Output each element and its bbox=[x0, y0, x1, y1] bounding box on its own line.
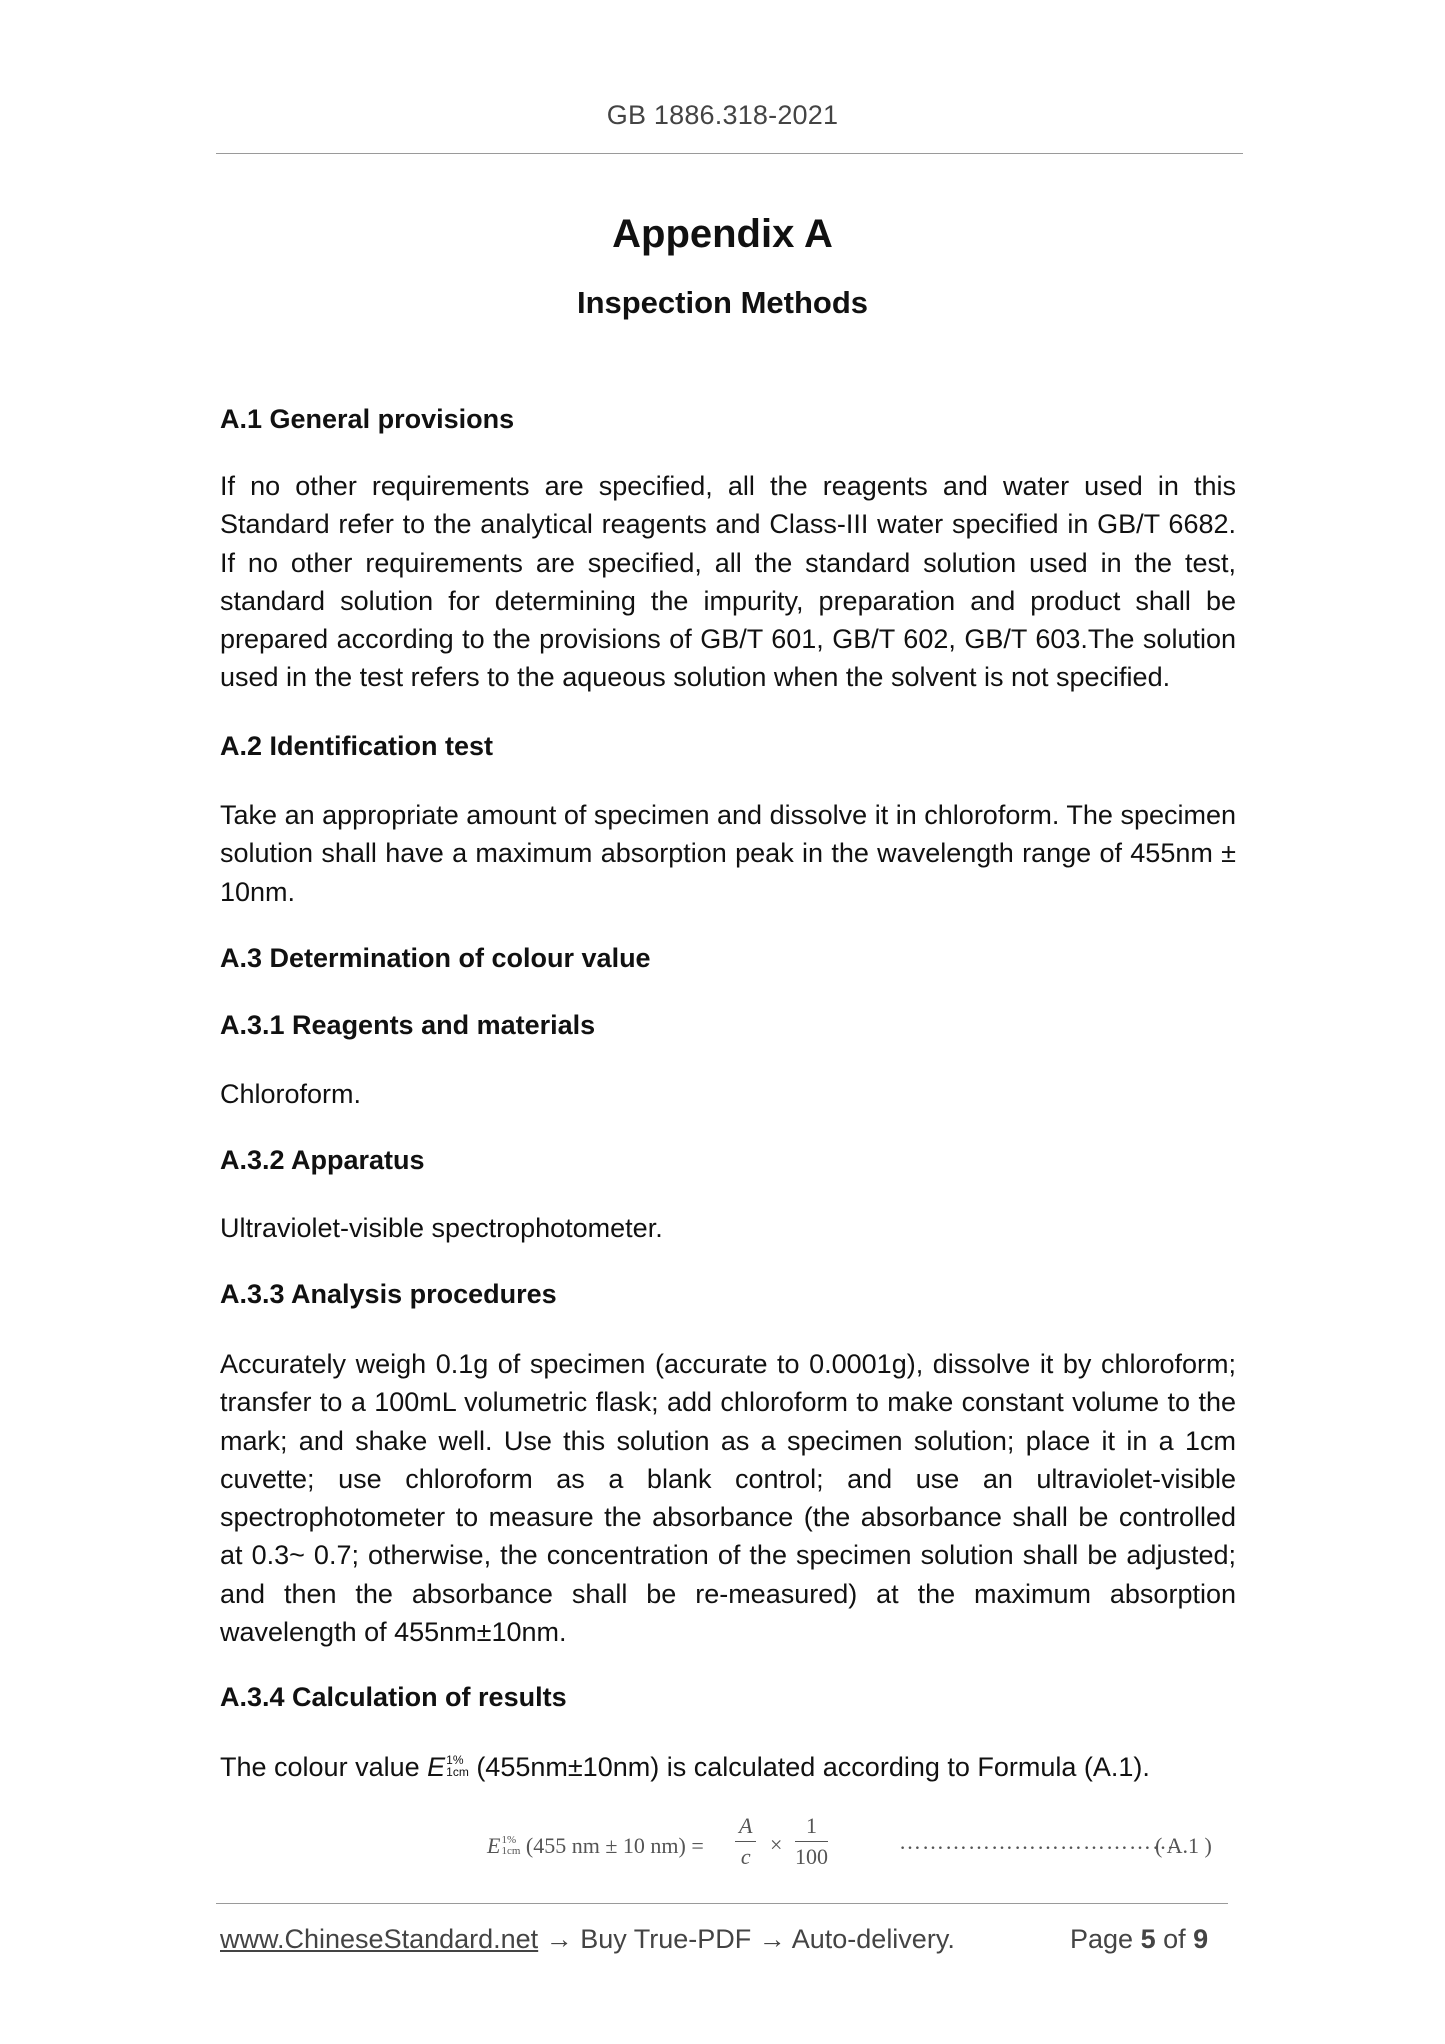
section-a3-heading: A.3 Determination of colour value bbox=[220, 943, 651, 973]
a34-text-before: The colour value bbox=[220, 1752, 428, 1782]
section-a1-text: If no other requirements are specified, all the reagents and water used in this Standard refer to the analytical reagents and Class-III water specified in GB/T 6682. If no other requirements are specified, all the standard solution used in the test, standard solution for determining the impurity, preparation and product shall be prepared according to the provisions of GB/T 601, GB/T 602, GB/T 603.The solution used in the test refers to the aqueous solution when the solvent is not specified. bbox=[220, 471, 1236, 693]
formula-lhs-argument: (455 nm ± 10 nm) = bbox=[525, 1833, 704, 1858]
symbol-superscript: 1% bbox=[446, 1752, 464, 1767]
section-a31-heading: A.3.1 Reagents and materials bbox=[220, 1010, 596, 1040]
section-a33-text: Accurately weigh 0.1g of specimen (accurate to 0.0001g), dissolve it by chloroform; transfer to a 100mL volumetric flask; add chloroform to make constant volume to the mark; and shake well. Use this solution as a specimen solution; place it in a 1cm cuvette; use chloroform as a blank control; and use an ultraviolet-visible spectrophotometer to measure the absorbance (the absorbance shall be controlled at 0.3~ 0.7; otherwise, the concentration of the specimen solution shall be adjusted; and then the absorbance shall be re-measured) at the maximum absorption wavelength of 455nm±10nm. bbox=[220, 1349, 1236, 1648]
fraction2-bar bbox=[795, 1841, 828, 1842]
formula-lhs-symbol: E bbox=[487, 1833, 501, 1858]
formula-fraction-a-over-c bbox=[735, 1813, 756, 1870]
section-a1-heading: A.1 General provisions bbox=[220, 404, 515, 434]
page-word: Page bbox=[1070, 1924, 1134, 1954]
footer-promo-text: → Buy True-PDF → Auto-delivery. bbox=[538, 1924, 955, 1954]
formula-leader-dots: ……………………………… bbox=[899, 1829, 1175, 1854]
formula-lhs-sub: 1cm bbox=[501, 1844, 521, 1857]
section-a34-heading: A.3.4 Calculation of results bbox=[220, 1682, 567, 1712]
fraction2-numerator: 1 bbox=[806, 1813, 817, 1838]
fraction2-denominator: 100 bbox=[795, 1844, 828, 1869]
site-link[interactable]: www.ChineseStandard.net bbox=[220, 1924, 539, 1954]
appendix-title: Appendix A bbox=[612, 212, 833, 256]
section-a2-text: Take an appropriate amount of specimen and dissolve it in chloroform. The specimen solution shall have a maximum absorption peak in the wavelength range of 455nm ± 10nm. bbox=[220, 800, 1236, 907]
fraction-denominator: c bbox=[740, 1844, 751, 1869]
section-a33-heading: A.3.3 Analysis procedures bbox=[220, 1279, 557, 1309]
of-word: of bbox=[1163, 1924, 1186, 1954]
document-code-header: GB 1886.318-2021 bbox=[606, 100, 839, 130]
formula-lhs-scripts bbox=[501, 1835, 520, 1857]
formula-fraction-1-over-100 bbox=[795, 1813, 828, 1870]
formula-number-label: ( A.1 ) bbox=[1155, 1833, 1212, 1858]
formula-a1 bbox=[487, 1813, 1237, 1883]
section-a34-text bbox=[220, 1748, 1150, 1786]
section-a32-text: Ultraviolet-visible spectrophotometer. bbox=[220, 1213, 663, 1243]
page-indicator bbox=[1070, 1924, 1208, 1955]
colour-value-symbol: E bbox=[427, 1752, 446, 1782]
section-a32-heading: A.3.2 Apparatus bbox=[220, 1145, 425, 1175]
colour-value-symbol-scripts bbox=[446, 1754, 469, 1778]
current-page-number: 5 bbox=[1140, 1924, 1156, 1954]
formula-lhs bbox=[487, 1833, 704, 1859]
header-divider bbox=[216, 153, 1243, 154]
formula-lhs-sup: 1% bbox=[501, 1833, 517, 1846]
a34-text-after: (455nm±10nm) is calculated according to Formula (A.1). bbox=[468, 1752, 1150, 1782]
fraction-numerator: A bbox=[739, 1813, 753, 1838]
appendix-subtitle: Inspection Methods bbox=[576, 285, 869, 320]
section-a31-text: Chloroform. bbox=[220, 1079, 362, 1109]
fraction-bar bbox=[735, 1841, 756, 1842]
total-page-count: 9 bbox=[1193, 1924, 1209, 1954]
footer-promo bbox=[220, 1924, 955, 1955]
formula-times-sign: × bbox=[770, 1832, 783, 1857]
footer-divider bbox=[216, 1903, 1228, 1904]
section-a2-heading: A.2 Identification test bbox=[220, 731, 494, 761]
symbol-subscript: 1cm bbox=[446, 1764, 469, 1779]
